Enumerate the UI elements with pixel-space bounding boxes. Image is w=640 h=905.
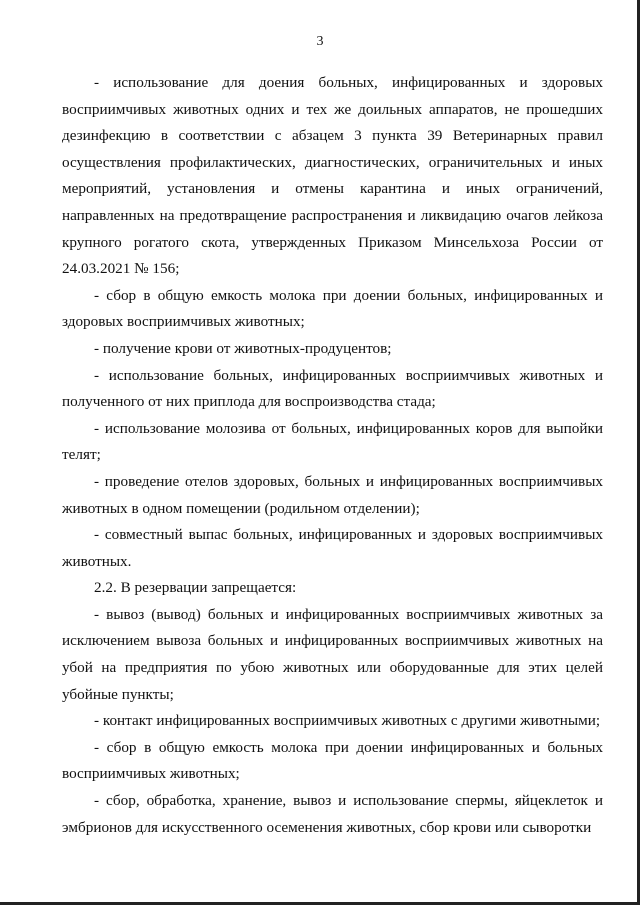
paragraph-herd-reproduction: - использование больных, инфицированных восприимчивых животных и полученного от них приплода для воспроизводства стада;	[62, 366, 603, 411]
paragraph-grazing: - совместный выпас больных, инфицированных и здоровых восприимчивых животных.	[62, 526, 603, 570]
paragraph-milk-collection: - сбор в общую емкость молока при доении больных, инфицированных и здоровых восприимчивых животных;	[62, 286, 603, 331]
section-heading-2-2: 2.2. В резервации запрещается:	[94, 579, 297, 597]
paragraph-animal-contact: - контакт инфицированных восприимчивых животных с другими животными;	[94, 712, 601, 730]
document-body	[62, 70, 603, 841]
paragraph-blood-collection: - получение крови от животных-продуцентов;	[94, 339, 392, 357]
paragraph-colostrum: - использование молозива от больных, инфицированных коров для выпойки телят;	[62, 419, 603, 464]
paragraph-semen-embryos: - сбор, обработка, хранение, вывоз и использование спермы, яйцеклеток и эмбрионов для искусственного осеменения животных, сбор крови или сыворотки	[62, 792, 603, 836]
paragraph-export-animals: - вывоз (вывод) больных и инфицированных восприимчивых животных за исключением вывоза больных и инфицированных восприимчивых животных на убой на предприятия по убою животных или оборудованные для этих целей убойные пункты;	[62, 605, 603, 703]
paragraph-calving: - проведение отелов здоровых, больных и инфицированных восприимчивых животных в одном помещении (родильном отделении);	[62, 472, 603, 517]
paragraph-milk-collection-infected: - сбор в общую емкость молока при доении инфицированных и больных восприимчивых животных;	[62, 738, 603, 783]
paragraph-milking-equipment: - использование для доения больных, инфицированных и здоровых восприимчивых животных одних и тех же доильных аппаратов, не прошедших дезинфекцию в соответствии с абзацем 3 пункта 39 Ветеринарных правил осуществления профилактических, диагностических, ограничительных и иных мероприятий, установления и отмены карантина и иных ограничений, направленных на предотвращение распространения и ликвидацию очагов лейкоза крупного рогатого скота, утвержденных Приказом Минсельхоза России от 24.03.2021 № 156;	[62, 74, 603, 278]
page-number: 3	[316, 34, 324, 49]
